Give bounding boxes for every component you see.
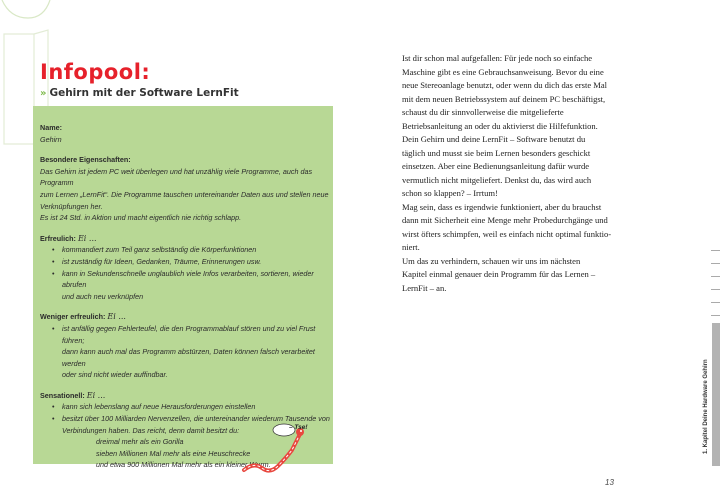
text-line: schaust du dir sinnvollerweise die mitgelieferte <box>402 107 564 117</box>
positive-heading <box>40 233 330 245</box>
list-item: • kann sich lebenslang auf neue Herausforderungen einstellen <box>62 401 330 413</box>
subtitle-text: Gehirn mit der Software LernFit <box>49 87 239 99</box>
body-text <box>402 52 624 295</box>
negative-list <box>40 323 330 346</box>
list-item: • kommandiert zum Teil ganz selbständig die Körperfunktionen <box>62 244 330 256</box>
name-value: Gehirn <box>40 134 62 144</box>
list-continuation: dann kann auch mal das Programm abstürzen, Daten können falsch verarbeitet werden <box>62 347 315 368</box>
side-ruler <box>711 250 720 328</box>
list-item: • kann in Sekundenschnelle unglaublich viele Infos verarbeiten, sortieren, wieder abrufen <box>62 268 330 291</box>
list-continuation: Verbindungen haben. Das reicht, denn damit besitzt du: <box>62 425 240 435</box>
negative-scribble: Ei ... <box>107 312 126 322</box>
text-line: schon so klappen? – Irrtum! <box>402 188 498 198</box>
list-continuation: und auch neu verknüpfen <box>62 291 144 301</box>
text-line: wirst öfters schimpfen, weil es einfach nicht optimal funktio- <box>402 228 612 239</box>
page-title: Infopool: <box>40 60 151 84</box>
info-box-content <box>40 122 330 471</box>
text-line: LernFit – an. <box>402 282 447 293</box>
text-line: Um das zu verhindern, schauen wir uns im nächsten <box>402 255 581 266</box>
text-line: vermutlich nicht mitgeliefert. Denkst du, das wird auch <box>402 174 592 185</box>
comparison-line: dreimal mehr als ein Gorilla <box>96 437 184 447</box>
sensational-heading <box>40 390 330 402</box>
text-line: Betriebsanleitung an oder du aktivierst die Hilfefunktion. <box>402 120 598 131</box>
properties-label: Besondere Eigenschaften: <box>40 155 131 165</box>
text-line: einsetzen. Aber eine Bedienungsanleitung dafür wurde <box>402 161 590 171</box>
properties-line: Verknüpfungen her. <box>40 201 103 211</box>
sensational-scribble: Ei ... <box>86 390 106 400</box>
text-line: Dein Gehirn und deine LernFit – Software benutzt du <box>402 134 586 144</box>
positive-scribble: Ei ... <box>77 233 97 243</box>
chapter-tab-text: 1. Kapitel Deine Hardware Gehirn <box>703 359 709 454</box>
properties-line: zum Lernen „LernFit“. Die Programme tauschen untereinander Daten aus und stellen neue <box>40 189 329 199</box>
negative-heading <box>40 311 330 323</box>
page-number: 13 <box>605 478 614 487</box>
list-item: • besitzt über 100 Milliarden Nervenzellen, die untereinander wiederum Tausende von <box>62 413 330 425</box>
decorative-circle <box>0 0 52 22</box>
text-line: neue Stereoanlage benutzt, oder wenn du dich das erste Mal <box>402 80 608 90</box>
text-line: niert. <box>402 242 420 252</box>
page-subtitle <box>40 87 239 99</box>
text-line: Ist dir schon mal aufgefallen: Für jede noch so einfache <box>402 53 593 63</box>
comparison-line: und etwa 900 Millionen Mal mehr als ein kleiner Wurm. <box>96 460 271 470</box>
properties-line: Es ist 24 Std. in Aktion und macht eigentlich nie richtig schlapp. <box>40 213 242 223</box>
list-item: • ist zuständig für Ideen, Gedanken, Träume, Erinnerungen usw. <box>62 256 330 268</box>
text-line: Mag sein, dass es irgendwie funktioniert, aber du brauchst <box>402 201 602 212</box>
positive-list <box>40 244 330 290</box>
properties-line: Das Gehirn ist jedem PC weit überlegen und hat unzählig viele Programme, auch das Programm <box>40 166 313 188</box>
chapter-tab-label <box>702 326 712 456</box>
comparison-line: sieben Millionen Mal mehr als eine Heuschrecke <box>96 448 251 458</box>
arrow-icon: » <box>40 88 47 99</box>
sensational-label: Sensationell: <box>40 390 85 400</box>
worm-illustration <box>240 420 320 478</box>
text-line: Maschine gibt es eine Gebrauchsanweisung. Bevor du eine <box>402 66 604 77</box>
positive-label: Erfreulich: <box>40 233 76 243</box>
text-line: mit dem neuen Betriebssystem auf deinem PC beschäftigst, <box>402 93 606 104</box>
negative-label: Weniger erfreulich: <box>40 312 106 322</box>
text-line: täglich und musst sie beim Lernen besonders geschickt <box>402 147 591 158</box>
list-continuation: oder sind nicht wieder auffindbar. <box>62 370 168 380</box>
worm-speech: – Tse! <box>289 424 308 431</box>
chapter-tab <box>712 323 720 466</box>
text-line: dann mit Sicherheit eine Menge mehr Probedurchgänge und <box>402 215 608 225</box>
list-item: • ist anfällig gegen Fehlerteufel, die den Programmablauf stören und zu viel Frust führen; <box>62 323 330 346</box>
text-line: Kapitel einmal genauer dein Programm für das Lernen – <box>402 269 596 279</box>
name-label: Name: <box>40 123 62 132</box>
